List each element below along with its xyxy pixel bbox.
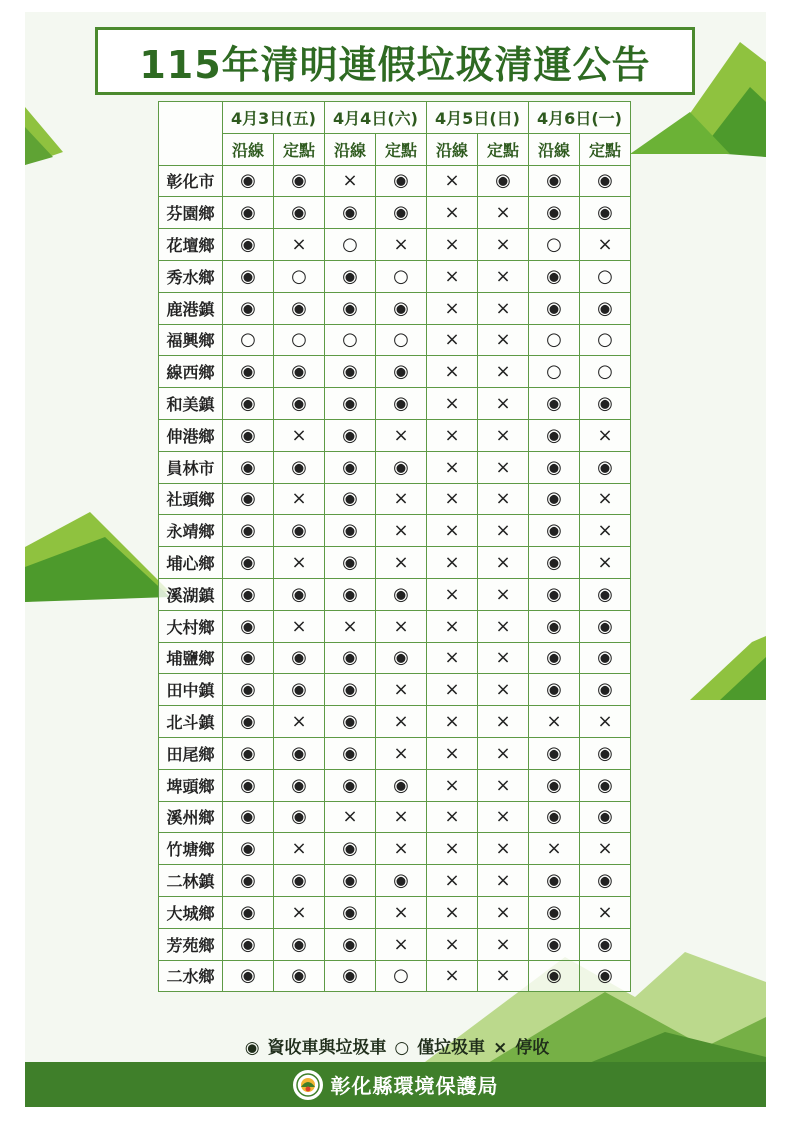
status-cell: ×: [325, 801, 376, 833]
table-row: [159, 547, 631, 579]
town-name: 溪湖鎮: [159, 578, 223, 610]
status-cell: ×: [325, 610, 376, 642]
status-cell: ×: [376, 833, 427, 865]
status-cell: ×: [580, 483, 631, 515]
status-cell: ◉: [580, 674, 631, 706]
status-cell: ◉: [376, 165, 427, 197]
status-cell: ◉: [529, 801, 580, 833]
status-cell: ×: [427, 451, 478, 483]
status-cell: ×: [580, 515, 631, 547]
status-cell: ○: [580, 356, 631, 388]
status-cell: ◉: [325, 896, 376, 928]
town-name: 線西鄉: [159, 356, 223, 388]
status-cell: ◉: [223, 483, 274, 515]
table-row: [159, 833, 631, 865]
status-cell: ◉: [325, 483, 376, 515]
status-cell: ◉: [223, 960, 274, 992]
status-cell: ×: [376, 896, 427, 928]
day-header-row: [159, 102, 631, 134]
status-cell: ×: [427, 674, 478, 706]
status-cell: ×: [478, 483, 529, 515]
status-cell: ○: [529, 324, 580, 356]
status-cell: ×: [376, 515, 427, 547]
status-cell: ◉: [580, 165, 631, 197]
table-row: [159, 483, 631, 515]
status-cell: ○: [376, 324, 427, 356]
status-cell: ◉: [274, 801, 325, 833]
town-name: 彰化市: [159, 165, 223, 197]
status-cell: ◉: [376, 865, 427, 897]
status-cell: ◉: [325, 388, 376, 420]
status-cell: ◉: [529, 547, 580, 579]
table-row: [159, 865, 631, 897]
status-cell: ×: [427, 229, 478, 261]
status-cell: ◉: [274, 737, 325, 769]
status-cell: ×: [478, 960, 529, 992]
table-row: [159, 928, 631, 960]
status-cell: ◉: [325, 928, 376, 960]
status-cell: ×: [427, 960, 478, 992]
town-name: 田尾鄉: [159, 737, 223, 769]
legend-stop-label: 停收: [515, 1038, 550, 1058]
status-cell: ◉: [223, 833, 274, 865]
status-cell: ◉: [376, 292, 427, 324]
page-title: 115年清明連假垃圾清運公告: [139, 42, 651, 87]
status-cell: ◉: [274, 928, 325, 960]
footer-bar: [25, 1062, 766, 1107]
status-cell: ◉: [376, 769, 427, 801]
status-cell: ◉: [274, 642, 325, 674]
sub-header-route: 沿線: [529, 133, 580, 165]
status-cell: ◉: [325, 833, 376, 865]
status-cell: ◉: [223, 356, 274, 388]
status-cell: ◉: [529, 483, 580, 515]
status-cell: ◉: [529, 515, 580, 547]
sub-header-fixed: 定點: [376, 133, 427, 165]
table-row: [159, 260, 631, 292]
status-cell: ○: [274, 324, 325, 356]
status-cell: ×: [427, 515, 478, 547]
status-cell: ×: [580, 229, 631, 261]
status-cell: ◉: [580, 388, 631, 420]
status-cell: ×: [274, 483, 325, 515]
town-name: 芳苑鄉: [159, 928, 223, 960]
status-cell: ×: [478, 865, 529, 897]
status-cell: ◉: [529, 769, 580, 801]
hill-mid-right-icon: [690, 632, 766, 702]
status-cell: ×: [376, 547, 427, 579]
table-row: [159, 388, 631, 420]
status-cell: ◉: [223, 515, 274, 547]
hill-top-left-icon: [25, 97, 75, 167]
status-cell: ×: [376, 610, 427, 642]
status-cell: ◉: [580, 960, 631, 992]
status-cell: ◉: [223, 610, 274, 642]
status-cell: ×: [478, 197, 529, 229]
status-cell: ×: [427, 928, 478, 960]
status-cell: ×: [478, 610, 529, 642]
status-cell: ◉: [223, 769, 274, 801]
status-cell: ×: [478, 801, 529, 833]
status-cell: ◉: [274, 292, 325, 324]
table-row: [159, 737, 631, 769]
table-row: [159, 642, 631, 674]
day-header-4: 4月6日(一): [529, 102, 631, 134]
status-cell: ◉: [223, 292, 274, 324]
status-cell: ◉: [223, 547, 274, 579]
status-cell: ◉: [325, 197, 376, 229]
status-cell: ○: [580, 324, 631, 356]
status-cell: ×: [427, 578, 478, 610]
status-cell: ◉: [529, 165, 580, 197]
status-cell: ◉: [223, 260, 274, 292]
status-cell: ◉: [223, 578, 274, 610]
status-cell: ◉: [223, 197, 274, 229]
town-name: 福興鄉: [159, 324, 223, 356]
town-name: 竹塘鄉: [159, 833, 223, 865]
town-name: 埤頭鄉: [159, 769, 223, 801]
sub-header-row: [159, 133, 631, 165]
sub-header-route: 沿線: [427, 133, 478, 165]
status-cell: ×: [478, 642, 529, 674]
status-cell: ◉: [580, 292, 631, 324]
status-cell: ◉: [376, 197, 427, 229]
table-row: [159, 292, 631, 324]
town-name: 秀水鄉: [159, 260, 223, 292]
title-banner: [95, 27, 695, 95]
status-cell: ×: [427, 197, 478, 229]
status-cell: ◉: [223, 642, 274, 674]
status-cell: ◉: [274, 674, 325, 706]
status-cell: ◉: [223, 865, 274, 897]
status-cell: ◉: [580, 928, 631, 960]
table-row: [159, 451, 631, 483]
town-name: 溪州鄉: [159, 801, 223, 833]
status-cell: ◉: [325, 292, 376, 324]
status-cell: ◉: [376, 578, 427, 610]
status-cell: ◉: [274, 388, 325, 420]
town-name: 伸港鄉: [159, 419, 223, 451]
status-cell: ◉: [274, 960, 325, 992]
status-cell: ×: [427, 833, 478, 865]
status-cell: ×: [427, 801, 478, 833]
status-cell: ×: [478, 292, 529, 324]
status-cell: ◉: [529, 865, 580, 897]
status-cell: ○: [376, 260, 427, 292]
status-cell: ×: [580, 706, 631, 738]
corner-cell: [159, 102, 223, 166]
status-cell: ◉: [529, 451, 580, 483]
table-row: [159, 706, 631, 738]
status-cell: ○: [325, 229, 376, 261]
table-row: [159, 801, 631, 833]
status-cell: ◉: [325, 737, 376, 769]
status-cell: ◉: [325, 578, 376, 610]
status-cell: ×: [427, 260, 478, 292]
status-cell: ×: [478, 388, 529, 420]
status-cell: ◉: [223, 896, 274, 928]
status-cell: ◉: [223, 229, 274, 261]
status-cell: ×: [274, 419, 325, 451]
status-cell: ×: [478, 706, 529, 738]
status-cell: ◉: [529, 388, 580, 420]
status-cell: ◉: [580, 642, 631, 674]
status-cell: ◉: [580, 197, 631, 229]
legend-garbage-icon: ○: [394, 1038, 410, 1058]
status-cell: ◉: [478, 165, 529, 197]
status-cell: ×: [478, 896, 529, 928]
status-cell: ◉: [529, 642, 580, 674]
town-name: 永靖鄉: [159, 515, 223, 547]
status-cell: ×: [376, 737, 427, 769]
status-cell: ×: [478, 451, 529, 483]
status-cell: ×: [274, 833, 325, 865]
status-cell: ×: [427, 896, 478, 928]
status-cell: ◉: [223, 388, 274, 420]
status-cell: ○: [529, 356, 580, 388]
table-row: [159, 896, 631, 928]
status-cell: ◉: [274, 515, 325, 547]
status-cell: ◉: [376, 356, 427, 388]
status-cell: ×: [274, 547, 325, 579]
legend-stop-icon: ×: [493, 1038, 508, 1058]
status-cell: ◉: [529, 197, 580, 229]
status-cell: ◉: [325, 356, 376, 388]
day-header-3: 4月5日(日): [427, 102, 529, 134]
status-cell: ×: [427, 165, 478, 197]
status-cell: ×: [274, 610, 325, 642]
status-cell: ◉: [325, 642, 376, 674]
status-cell: ◉: [529, 737, 580, 769]
status-cell: ◉: [325, 260, 376, 292]
status-cell: ◉: [223, 451, 274, 483]
status-cell: ◉: [529, 960, 580, 992]
status-cell: ×: [427, 388, 478, 420]
status-cell: ×: [427, 610, 478, 642]
table-row: [159, 674, 631, 706]
legend-full-icon: ◉: [244, 1038, 260, 1058]
status-cell: ◉: [325, 865, 376, 897]
status-cell: ◉: [223, 706, 274, 738]
town-name: 芬園鄉: [159, 197, 223, 229]
status-cell: ×: [478, 229, 529, 261]
status-cell: ◉: [529, 260, 580, 292]
status-cell: ×: [529, 833, 580, 865]
status-cell: ×: [427, 706, 478, 738]
table-row: [159, 229, 631, 261]
table-row: [159, 197, 631, 229]
status-cell: ◉: [223, 419, 274, 451]
table-row: [159, 165, 631, 197]
status-cell: ×: [274, 229, 325, 261]
day-header-1: 4月3日(五): [223, 102, 325, 134]
table-row: [159, 578, 631, 610]
hill-mid-left-icon: [25, 507, 170, 602]
status-cell: ◉: [274, 165, 325, 197]
status-cell: ◉: [325, 547, 376, 579]
status-cell: ×: [376, 483, 427, 515]
status-cell: ◉: [580, 610, 631, 642]
table-row: [159, 324, 631, 356]
status-cell: ×: [478, 547, 529, 579]
status-cell: ◉: [529, 896, 580, 928]
status-cell: ◉: [580, 737, 631, 769]
status-cell: ◉: [274, 865, 325, 897]
schedule-body: [159, 102, 631, 992]
status-cell: ◉: [529, 928, 580, 960]
agency-name: 彰化縣環境保護局: [330, 1074, 499, 1098]
town-name: 社頭鄉: [159, 483, 223, 515]
status-cell: ×: [274, 706, 325, 738]
status-cell: ×: [325, 165, 376, 197]
town-name: 大城鄉: [159, 896, 223, 928]
sub-header-fixed: 定點: [274, 133, 325, 165]
status-cell: ×: [427, 483, 478, 515]
sub-header-route: 沿線: [325, 133, 376, 165]
status-cell: ×: [580, 547, 631, 579]
status-cell: ×: [478, 324, 529, 356]
legend: [0, 1033, 794, 1058]
town-name: 田中鎮: [159, 674, 223, 706]
status-cell: ◉: [580, 801, 631, 833]
status-cell: ◉: [325, 960, 376, 992]
day-header-2: 4月4日(六): [325, 102, 427, 134]
status-cell: ×: [478, 769, 529, 801]
table-row: [159, 419, 631, 451]
status-cell: ◉: [376, 642, 427, 674]
status-cell: ×: [427, 292, 478, 324]
status-cell: ○: [529, 229, 580, 261]
status-cell: ◉: [223, 674, 274, 706]
town-name: 員林市: [159, 451, 223, 483]
status-cell: ×: [427, 324, 478, 356]
table-row: [159, 960, 631, 992]
legend-garbage-label: 僅垃圾車: [417, 1038, 486, 1058]
schedule-table: [158, 101, 631, 992]
status-cell: ×: [580, 419, 631, 451]
status-cell: ×: [427, 419, 478, 451]
status-cell: ×: [427, 865, 478, 897]
status-cell: ◉: [274, 769, 325, 801]
status-cell: ◉: [529, 292, 580, 324]
status-cell: ○: [223, 324, 274, 356]
status-cell: ○: [580, 260, 631, 292]
status-cell: ◉: [274, 451, 325, 483]
status-cell: ×: [529, 706, 580, 738]
status-cell: ×: [427, 737, 478, 769]
status-cell: ×: [580, 833, 631, 865]
status-cell: ×: [427, 642, 478, 674]
status-cell: ◉: [529, 419, 580, 451]
status-cell: ◉: [529, 578, 580, 610]
town-name: 埔鹽鄉: [159, 642, 223, 674]
status-cell: ×: [376, 674, 427, 706]
status-cell: ◉: [223, 165, 274, 197]
town-name: 大村鄉: [159, 610, 223, 642]
table-row: [159, 769, 631, 801]
status-cell: ◉: [223, 928, 274, 960]
status-cell: ×: [478, 928, 529, 960]
status-cell: ◉: [274, 578, 325, 610]
status-cell: ×: [478, 833, 529, 865]
status-cell: ×: [427, 356, 478, 388]
status-cell: ◉: [529, 610, 580, 642]
status-cell: ×: [478, 260, 529, 292]
status-cell: ×: [376, 801, 427, 833]
status-cell: ◉: [325, 515, 376, 547]
status-cell: ◉: [325, 706, 376, 738]
status-cell: ◉: [580, 769, 631, 801]
agency-logo-icon: [293, 1070, 323, 1100]
status-cell: ×: [376, 706, 427, 738]
status-cell: ◉: [325, 674, 376, 706]
status-cell: ◉: [529, 674, 580, 706]
status-cell: ◉: [580, 865, 631, 897]
town-name: 鹿港鎮: [159, 292, 223, 324]
status-cell: ◉: [376, 451, 427, 483]
town-name: 花壇鄉: [159, 229, 223, 261]
status-cell: ◉: [223, 801, 274, 833]
status-cell: ◉: [223, 737, 274, 769]
status-cell: ◉: [325, 769, 376, 801]
status-cell: ×: [427, 769, 478, 801]
status-cell: ○: [325, 324, 376, 356]
sub-header-fixed: 定點: [580, 133, 631, 165]
status-cell: ◉: [580, 578, 631, 610]
status-cell: ×: [478, 356, 529, 388]
status-cell: ◉: [274, 356, 325, 388]
table-row: [159, 356, 631, 388]
sub-header-fixed: 定點: [478, 133, 529, 165]
status-cell: ◉: [580, 451, 631, 483]
town-name: 二水鄉: [159, 960, 223, 992]
sub-header-route: 沿線: [223, 133, 274, 165]
table-row: [159, 610, 631, 642]
status-cell: ×: [478, 674, 529, 706]
town-name: 北斗鎮: [159, 706, 223, 738]
status-cell: ×: [427, 547, 478, 579]
status-cell: ×: [478, 578, 529, 610]
status-cell: ×: [376, 419, 427, 451]
legend-full-label: 資收車與垃圾車: [267, 1038, 387, 1058]
status-cell: ×: [478, 419, 529, 451]
status-cell: ×: [580, 896, 631, 928]
table-row: [159, 515, 631, 547]
status-cell: ×: [478, 515, 529, 547]
status-cell: ○: [274, 260, 325, 292]
town-name: 埔心鄉: [159, 547, 223, 579]
status-cell: ◉: [325, 419, 376, 451]
status-cell: ○: [376, 960, 427, 992]
status-cell: ◉: [274, 197, 325, 229]
status-cell: ×: [478, 737, 529, 769]
status-cell: ◉: [325, 451, 376, 483]
town-name: 二林鎮: [159, 865, 223, 897]
status-cell: ×: [274, 896, 325, 928]
status-cell: ×: [376, 928, 427, 960]
status-cell: ×: [376, 229, 427, 261]
town-name: 和美鎮: [159, 388, 223, 420]
status-cell: ◉: [376, 388, 427, 420]
